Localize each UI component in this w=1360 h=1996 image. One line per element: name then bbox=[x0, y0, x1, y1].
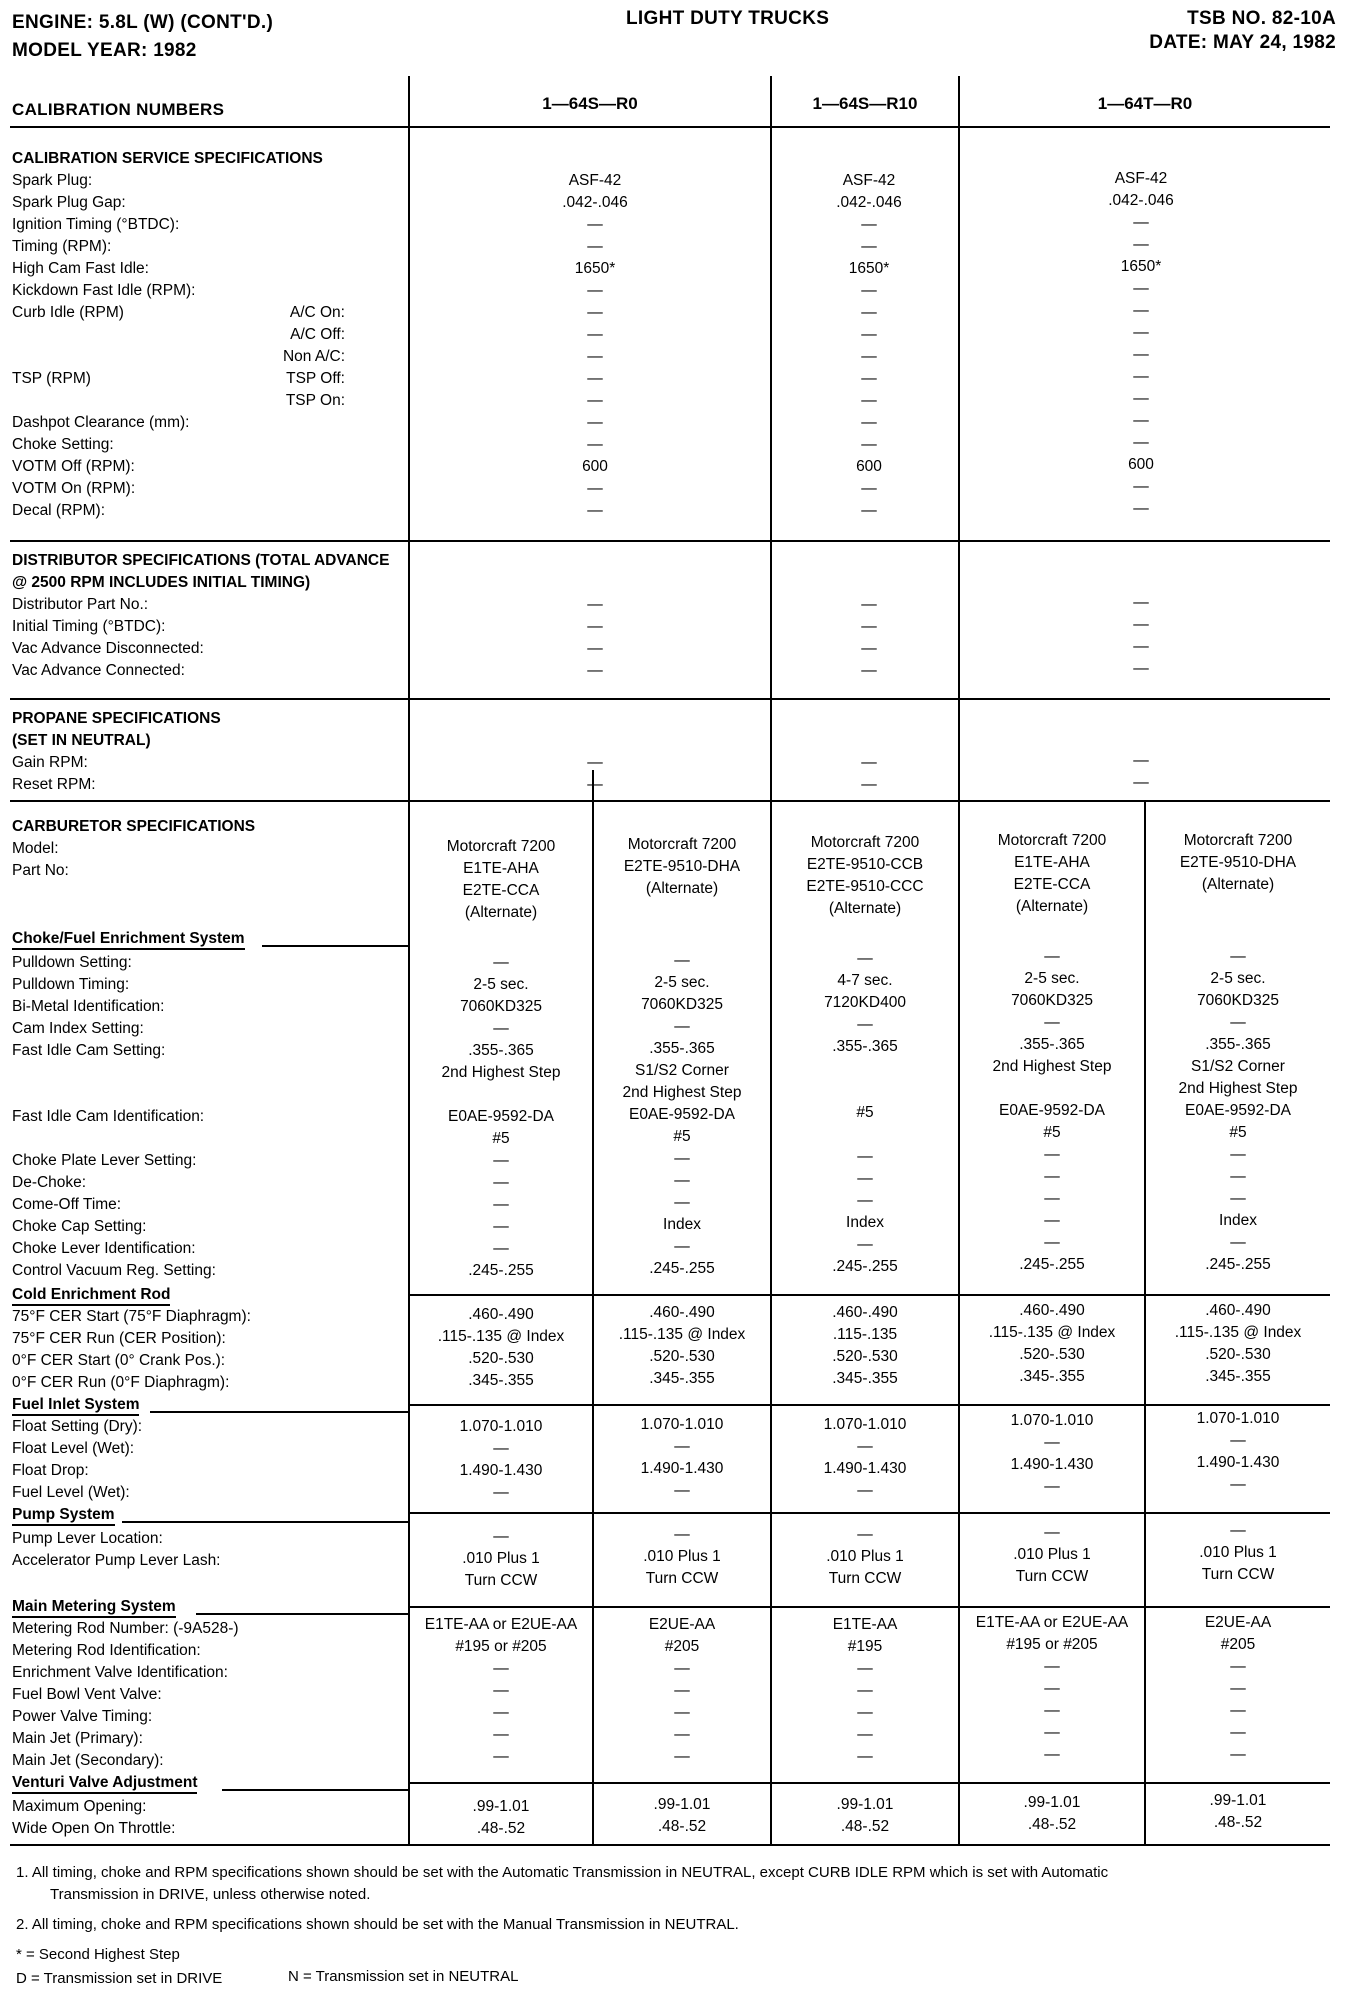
engine-title: ENGINE: 5.8L (W) (CONT'D.) bbox=[12, 12, 274, 33]
calibration-label: CALIBRATION NUMBERS bbox=[12, 100, 225, 119]
choke-col-1: — 2-5 sec. 7060KD325 — .355-.365 2nd Highest Step E0AE-9592-DA #5 — — — — — .245-.255 bbox=[441, 954, 561, 1279]
cal-col-2: 1—64S—R10 bbox=[812, 94, 918, 113]
propane-title-1: PROPANE SPECIFICATIONS bbox=[12, 710, 221, 727]
cold-col-2: .460-.490 .115-.135 @ Index .520-.530 .345-.355 bbox=[618, 1304, 746, 1387]
pump-labels: Pump Lever Location: Accelerator Pump Lever Lash: bbox=[12, 1530, 221, 1569]
cold-title: Cold Enrichment Rod bbox=[12, 1286, 170, 1306]
divider-v2 bbox=[770, 76, 772, 800]
rule-cal bbox=[10, 126, 1330, 128]
fuel-title: Fuel Inlet System bbox=[12, 1396, 139, 1416]
choke-labels: Pulldown Setting: Pulldown Timing: Bi-Metal Identification: Cam Index Setting: Fast Idle Cam Setting: Fast Idle Cam Identification: Choke Plate Lever Setting: De-Choke: Come-Off Time: Choke Cap Setting: Choke Lever Identification: Control Vacuum Reg. Setting: bbox=[12, 954, 216, 1279]
rule-fuel bbox=[408, 1404, 1330, 1406]
metering-lead-line bbox=[196, 1613, 408, 1615]
center-title: LIGHT DUTY TRUCKS bbox=[626, 8, 830, 29]
fuel-col-4: 1.070-1.010 — 1.490-1.430 — bbox=[1010, 1412, 1094, 1495]
propane-col-1: — — bbox=[587, 754, 603, 793]
choke-title: Choke/Fuel Enrichment System bbox=[12, 930, 245, 950]
venturi-labels: Maximum Opening: Wide Open On Throttle: bbox=[12, 1798, 176, 1837]
propane-title-2: (SET IN NEUTRAL) bbox=[12, 732, 151, 749]
metering-col-4: E1TE-AA or E2UE-AA #195 or #205 — — — — — bbox=[975, 1614, 1129, 1763]
carb-col-3: Motorcraft 7200 E2TE-9510-CCB E2TE-9510-CCC (Alternate) bbox=[806, 834, 924, 917]
cold-col-5: .460-.490 .115-.135 @ Index .520-.530 .345-.355 bbox=[1174, 1302, 1302, 1385]
footnote-5: N = Transmission set in NEUTRAL bbox=[288, 1968, 519, 1985]
rule-service-end bbox=[10, 540, 1330, 542]
pump-col-5: — .010 Plus 1 Turn CCW bbox=[1199, 1522, 1277, 1583]
metering-title: Main Metering System bbox=[12, 1598, 176, 1618]
rule-table-bottom bbox=[10, 1844, 1330, 1846]
footnote-1a: 1. All timing, choke and RPM specifications shown should be set with the Automatic Transmission in NEUTRAL, except CURB IDLE RPM which is set with Automatic bbox=[16, 1864, 1109, 1881]
propane-col-3: — — bbox=[1133, 752, 1149, 791]
carburetor-title: CARBURETOR SPECIFICATIONS bbox=[12, 818, 256, 835]
cal-col-1: 1—64S—R0 bbox=[542, 94, 638, 113]
propane-labels: Gain RPM: Reset RPM: bbox=[12, 754, 96, 793]
distributor-title-1: DISTRIBUTOR SPECIFICATIONS (TOTAL ADVANCE bbox=[12, 552, 390, 569]
rule-dist-end bbox=[10, 698, 1330, 700]
fuel-col-3: 1.070-1.010 — 1.490-1.430 — bbox=[823, 1416, 907, 1499]
venturi-col-1: .99-1.01 .48-.52 bbox=[472, 1798, 530, 1837]
carb-col-4: Motorcraft 7200 E1TE-AHA E2TE-CCA (Alternate) bbox=[997, 832, 1107, 915]
choke-lead-line bbox=[262, 945, 408, 947]
service-labels: Spark Plug: Spark Plug Gap: Ignition Timing (°BTDC): Timing (RPM): High Cam Fast Idle: Kickdown Fast Idle (RPM): Curb Idle (RPM) TSP (RPM) Dashpot Clearance (mm): Choke Setting: VOTM Off (RPM): VOTM On (RPM): Decal (RPM): bbox=[12, 172, 196, 519]
tsb-date: DATE: MAY 24, 1982 bbox=[1149, 32, 1336, 53]
fuel-col-5: 1.070-1.010 — 1.490-1.430 — bbox=[1196, 1410, 1280, 1493]
rule-cold bbox=[408, 1294, 1330, 1296]
cal-col-3: 1—64T—R0 bbox=[1097, 94, 1193, 113]
footnote-1b: Transmission in DRIVE, unless otherwise noted. bbox=[50, 1886, 371, 1903]
service-specs-title: CALIBRATION SERVICE SPECIFICATIONS bbox=[12, 150, 323, 167]
propane-col-2: — — bbox=[861, 754, 877, 793]
venturi-lead-line bbox=[222, 1789, 408, 1791]
venturi-col-4: .99-1.01 .48-.52 bbox=[1023, 1794, 1081, 1833]
cold-col-3: .460-.490 .115-.135 .520-.530 .345-.355 bbox=[832, 1304, 898, 1387]
footnote-2: 2. All timing, choke and RPM specifications shown should be set with the Manual Transmission in NEUTRAL. bbox=[16, 1916, 739, 1933]
pump-col-2: — .010 Plus 1 Turn CCW bbox=[643, 1526, 721, 1587]
metering-labels: Metering Rod Number: (-9A528-) Metering Rod Identification: Enrichment Valve Identification: Fuel Bowl Vent Valve: Power Valve Timing: Main Jet (Primary): Main Jet (Secondary): bbox=[12, 1620, 239, 1769]
choke-col-2: — 2-5 sec. 7060KD325 — .355-.365 S1/S2 Corner 2nd Highest Step E0AE-9592-DA #5 — — — Index — .245-.255 bbox=[622, 952, 742, 1277]
choke-col-3: — 4-7 sec. 7120KD400 — .355-.365 #5 — — — Index — .245-.255 bbox=[824, 950, 906, 1275]
pump-col-3: — .010 Plus 1 Turn CCW bbox=[826, 1526, 904, 1587]
fuel-labels: Float Setting (Dry): Float Level (Wet): Float Drop: Fuel Level (Wet): bbox=[12, 1418, 143, 1501]
service-col-3: ASF-42 .042-.046 — — 1650* — — — — — — — — 600 — — bbox=[1108, 170, 1174, 517]
carburetor-labels: Model: Part No: bbox=[12, 840, 69, 879]
fuel-col-2: 1.070-1.010 — 1.490-1.430 — bbox=[640, 1416, 724, 1499]
distributor-col-3: — — — — bbox=[1133, 594, 1149, 677]
venturi-col-3: .99-1.01 .48-.52 bbox=[836, 1796, 894, 1835]
footnote-3: * = Second Highest Step bbox=[16, 1946, 180, 1963]
distributor-col-2: — — — — bbox=[861, 596, 877, 679]
venturi-title: Venturi Valve Adjustment bbox=[12, 1774, 197, 1794]
footnote-4: D = Transmission set in DRIVE bbox=[16, 1970, 223, 1987]
venturi-col-5: .99-1.01 .48-.52 bbox=[1209, 1792, 1267, 1831]
fuel-col-1: 1.070-1.010 — 1.490-1.430 — bbox=[459, 1418, 543, 1501]
metering-col-2: E2UE-AA #205 — — — — — bbox=[648, 1616, 716, 1765]
distributor-col-1: — — — — bbox=[587, 596, 603, 679]
venturi-col-2: .99-1.01 .48-.52 bbox=[653, 1796, 711, 1835]
metering-col-3: E1TE-AA #195 — — — — — bbox=[832, 1616, 898, 1765]
distributor-labels: Distributor Part No.: Initial Timing (°BTDC): Vac Advance Disconnected: Vac Advance Connected: bbox=[12, 596, 204, 679]
pump-lead-line bbox=[122, 1521, 408, 1523]
metering-col-1: E1TE-AA or E2UE-AA #195 or #205 — — — — — bbox=[424, 1616, 578, 1765]
choke-col-5: — 2-5 sec. 7060KD325 — .355-.365 S1/S2 Corner 2nd Highest Step E0AE-9592-DA #5 — — — Index — .245-.255 bbox=[1178, 948, 1298, 1273]
tsb-number: TSB NO. 82-10A bbox=[1187, 8, 1336, 29]
metering-col-5: E2UE-AA #205 — — — — — bbox=[1204, 1614, 1272, 1763]
service-col-1: ASF-42 .042-.046 — — 1650* — — — — — — — — 600 — — bbox=[562, 172, 628, 519]
carb-col-1: Motorcraft 7200 E1TE-AHA E2TE-CCA (Alternate) bbox=[446, 838, 556, 921]
pump-title: Pump System bbox=[12, 1506, 115, 1526]
pump-col-1: — .010 Plus 1 Turn CCW bbox=[462, 1528, 540, 1589]
fuel-lead-line bbox=[150, 1411, 408, 1413]
rule-pump bbox=[408, 1512, 1330, 1514]
carb-col-2: Motorcraft 7200 E2TE-9510-DHA (Alternate) bbox=[623, 836, 741, 897]
choke-col-4: — 2-5 sec. 7060KD325 — .355-.365 2nd Highest Step E0AE-9592-DA #5 — — — — — .245-.255 bbox=[992, 948, 1112, 1273]
cold-col-4: .460-.490 .115-.135 @ Index .520-.530 .345-.355 bbox=[988, 1302, 1116, 1385]
cold-labels: 75°F CER Start (75°F Diaphragm): 75°F CER Run (CER Position): 0°F CER Start (0° Crank Pos.): 0°F CER Run (0°F Diaphragm): bbox=[12, 1308, 251, 1391]
service-col-2: ASF-42 .042-.046 — — 1650* — — — — — — — — 600 — — bbox=[836, 172, 902, 519]
model-year: MODEL YEAR: 1982 bbox=[12, 40, 197, 61]
rule-metering bbox=[408, 1606, 1330, 1608]
cold-col-1: .460-.490 .115-.135 @ Index .520-.530 .345-.355 bbox=[437, 1306, 565, 1389]
distributor-title-2: @ 2500 RPM INCLUDES INITIAL TIMING) bbox=[12, 574, 311, 591]
carb-col-5: Motorcraft 7200 E2TE-9510-DHA (Alternate) bbox=[1179, 832, 1297, 893]
service-sublabels: A/C On: A/C Off: Non A/C: TSP Off: TSP On: bbox=[282, 304, 345, 409]
rule-venturi bbox=[408, 1782, 1330, 1784]
pump-col-4: — .010 Plus 1 Turn CCW bbox=[1013, 1524, 1091, 1585]
rule-propane-end bbox=[10, 800, 1330, 802]
